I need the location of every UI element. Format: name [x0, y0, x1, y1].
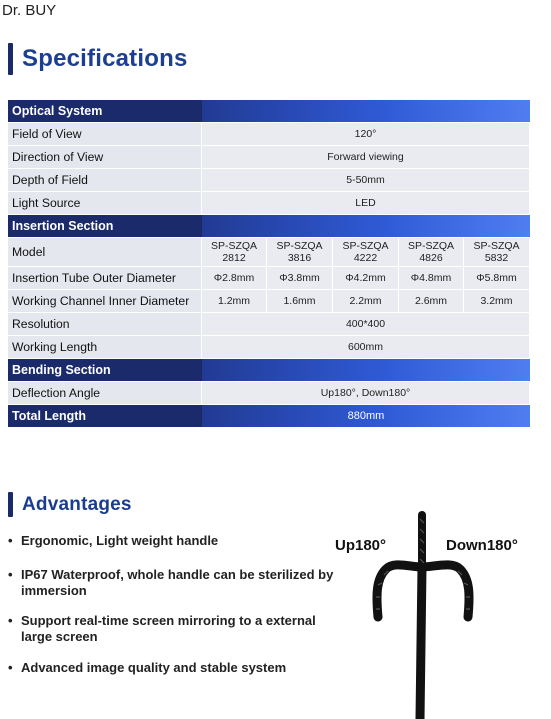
model-line1: SP-SZQA [473, 240, 520, 252]
light-source-label: Light Source [8, 192, 202, 215]
model-cell [267, 238, 333, 267]
deflection-angle-value: Up180°, Down180° [202, 382, 530, 405]
bullet-icon: • [8, 567, 13, 582]
table-row [8, 382, 530, 405]
working-length-label: Working Length [8, 336, 202, 359]
model-line2: 4826 [419, 252, 443, 264]
advantage-text: Ergonomic, Light weight handle [21, 533, 219, 548]
bullet-icon: • [8, 660, 13, 675]
dov-label: Direction of View [8, 146, 202, 169]
down-angle-label: Down180° [446, 537, 518, 554]
table-row [8, 192, 530, 215]
fov-value: 120° [202, 123, 530, 146]
fov-label: Field of View [8, 123, 202, 146]
resolution-label: Resolution [8, 313, 202, 336]
heading-accent-bar [8, 492, 13, 517]
resolution-value: 400*400 [202, 313, 530, 336]
table-row [8, 267, 530, 290]
table-row [8, 169, 530, 192]
advantage-text: Advanced image quality and stable system [21, 660, 287, 675]
total-length-label: Total Length [8, 405, 202, 428]
list-item [8, 567, 353, 599]
advantages-heading [8, 492, 132, 517]
model-line1: SP-SZQA [407, 240, 455, 252]
list-item [8, 533, 218, 549]
model-cell [333, 238, 399, 267]
table-row [8, 290, 530, 313]
advantages-title: Advantages [22, 493, 132, 515]
table-row [8, 405, 530, 428]
channel-diameter-value: 3.2mm [464, 290, 530, 313]
model-cell [202, 238, 267, 267]
working-length-value: 600mm [202, 336, 530, 359]
channel-diameter-value: 1.6mm [267, 290, 333, 313]
outer-diameter-value: Φ2.8mm [202, 267, 267, 290]
bending-section-header: Bending Section [8, 359, 202, 382]
specifications-heading [8, 43, 188, 75]
list-item [8, 660, 286, 676]
model-line1: SP-SZQA [276, 240, 323, 252]
advantage-text: Support real-time screen mirroring to a external large screen [21, 613, 316, 644]
heading-accent-bar [8, 43, 13, 75]
channel-diameter-value: 1.2mm [202, 290, 267, 313]
up-angle-label: Up180° [335, 537, 387, 554]
insertion-section-header: Insertion Section [8, 215, 202, 238]
model-line1: SP-SZQA [342, 240, 389, 252]
dof-label: Depth of Field [8, 169, 202, 192]
model-label: Model [8, 238, 202, 267]
band-fill [202, 215, 530, 238]
list-item [8, 613, 343, 645]
table-row [8, 215, 530, 238]
model-line2: 4222 [353, 252, 378, 264]
endoscope-left-bend [377, 565, 422, 617]
outer-diameter-label: Insertion Tube Outer Diameter [8, 267, 202, 290]
endoscope-shaft [420, 567, 422, 719]
table-row [8, 146, 530, 169]
dof-value: 5-50mm [202, 169, 530, 192]
model-line2: 5832 [484, 252, 509, 264]
advantage-text: IP67 Waterproof, whole handle can be sterilized by immersion [21, 567, 334, 598]
optical-system-header: Optical System [8, 100, 202, 123]
endoscope-right-bend [422, 565, 469, 617]
specifications-title: Specifications [22, 45, 188, 72]
model-cell [399, 238, 464, 267]
table-row [8, 100, 530, 123]
channel-diameter-value: 2.6mm [399, 290, 464, 313]
model-line2: 3816 [287, 252, 312, 264]
outer-diameter-value: Φ3.8mm [267, 267, 333, 290]
light-source-value: LED [202, 192, 530, 215]
band-fill [202, 359, 530, 382]
outer-diameter-value: Φ4.2mm [333, 267, 399, 290]
band-fill [202, 100, 530, 123]
table-row [8, 313, 530, 336]
endoscope-deflection-image [360, 505, 490, 719]
table-row [8, 359, 530, 382]
channel-diameter-label: Working Channel Inner Diameter [8, 290, 202, 313]
channel-diameter-value: 2.2mm [333, 290, 399, 313]
dov-value: Forward viewing [202, 146, 530, 169]
table-row [8, 336, 530, 359]
table-row [8, 238, 530, 267]
specifications-table [8, 100, 530, 428]
model-line2: 2812 [222, 252, 246, 264]
model-cell [464, 238, 530, 267]
bullet-icon: • [8, 613, 13, 628]
outer-diameter-value: Φ4.8mm [399, 267, 464, 290]
total-length-value: 880mm [202, 405, 530, 428]
bullet-icon: • [8, 533, 13, 548]
outer-diameter-value: Φ5.8mm [464, 267, 530, 290]
brand-logo-text: Dr. BUY [2, 2, 57, 19]
table-row [8, 123, 530, 146]
deflection-angle-label: Deflection Angle [8, 382, 202, 405]
model-line1: SP-SZQA [210, 240, 258, 252]
